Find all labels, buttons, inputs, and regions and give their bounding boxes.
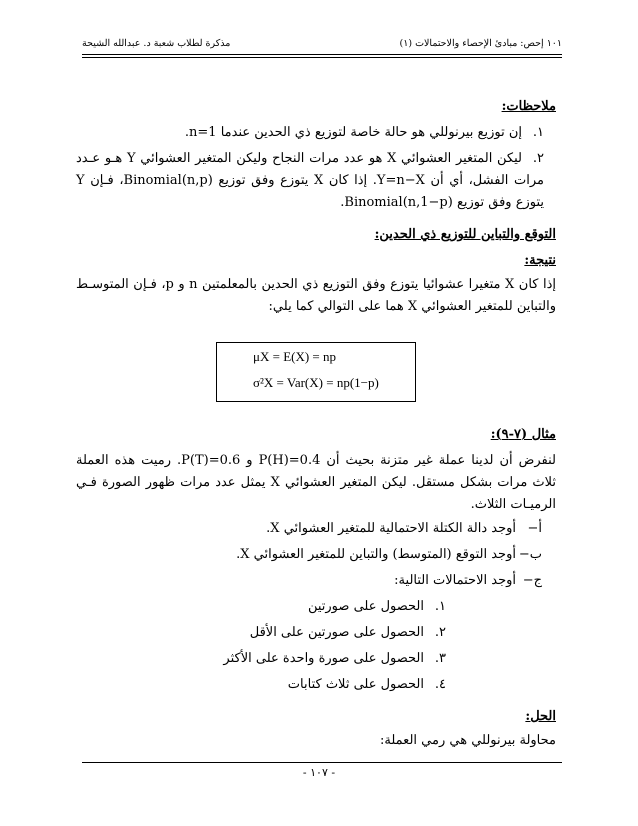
formula-variance: σ²X = Var(X) = np(1−p): [253, 375, 379, 390]
solution-title: الحل:: [525, 709, 556, 724]
example-part-b: ب−أوجد التوقع (المتوسط) والتباين للمتغير العشوائي X.: [236, 547, 542, 562]
footer-rule: [82, 762, 562, 763]
header-rule-thin: [82, 57, 562, 58]
result-text: إذا كان X متغيرا عشوائيا يتوزع وفق التوزيع ذي الحدين بالمعلمتين n و p، فـإن المتوسـط والتباين للمتغير العشوائي X هما على التوالي كما يلي:: [76, 277, 557, 314]
note-item-2: ٢.ليكن المتغير العشوائي X هو عدد مرات النجاح وليكن المتغير العشوائي Y هـو عـدد مرات الفشل، أي أن Y=n−X. إذا كان X يتوزع وفق توزيع Binomial(n,p)، فـإن Y يتوزع وفق توزيع Binomial(n,1−p).: [76, 151, 544, 210]
formula-box: [216, 342, 416, 402]
subpart-4: ٤.الحصول على ثلاث كتابات: [287, 677, 446, 692]
notes-title: ملاحظات:: [501, 99, 556, 114]
example-part-a: أ−أوجد دالة الكتلة الاحتمالية للمتغير العشوائي X.: [266, 521, 542, 536]
note-item-1: ١.إن توزيع بيرنوللي هو حالة خاصة لتوزيع ذي الحدين عندما n=1.: [184, 125, 544, 140]
formula-mean: μX = E(X) = np: [253, 349, 337, 364]
subpart-1: ١.الحصول على صورتين: [307, 599, 446, 614]
solution-text: محاولة بيرنوللي هي رمي العملة:: [380, 733, 556, 748]
header-author: مذكرة لطلاب شعبة د. عبدالله الشيحة: [82, 38, 231, 49]
example-text: لنفرض أن لدينا عملة غير متزنة بحيث أن P(H)=0.4 و P(T)=0.6. رميت هذه العملة ثلاث مرات بشكل مستقل. ليكن المتغير العشوائي X يمثل عدد مرات ظهور الصورة فـي الرميـات الثلاث.: [76, 453, 557, 512]
page-number: - ١٠٧ -: [302, 766, 336, 779]
expectation-title: التوقع والتباين للتوزيع ذي الحدين:: [374, 227, 556, 242]
subpart-3: ٣.الحصول على صورة واحدة على الأكثر: [223, 651, 446, 666]
example-title: مثال (٧-٩):: [490, 427, 556, 442]
result-title: نتيجة:: [524, 253, 556, 268]
header-rule: [82, 54, 562, 55]
example-part-c: ج−أوجد الاحتمالات التالية:: [394, 573, 542, 588]
subpart-2: ٢.الحصول على صورتين على الأقل: [249, 625, 446, 640]
header-course: ١٠١ إحص: مبادئ الإحصاء والاحتمالات (١): [399, 38, 562, 49]
page-header: [82, 38, 562, 52]
